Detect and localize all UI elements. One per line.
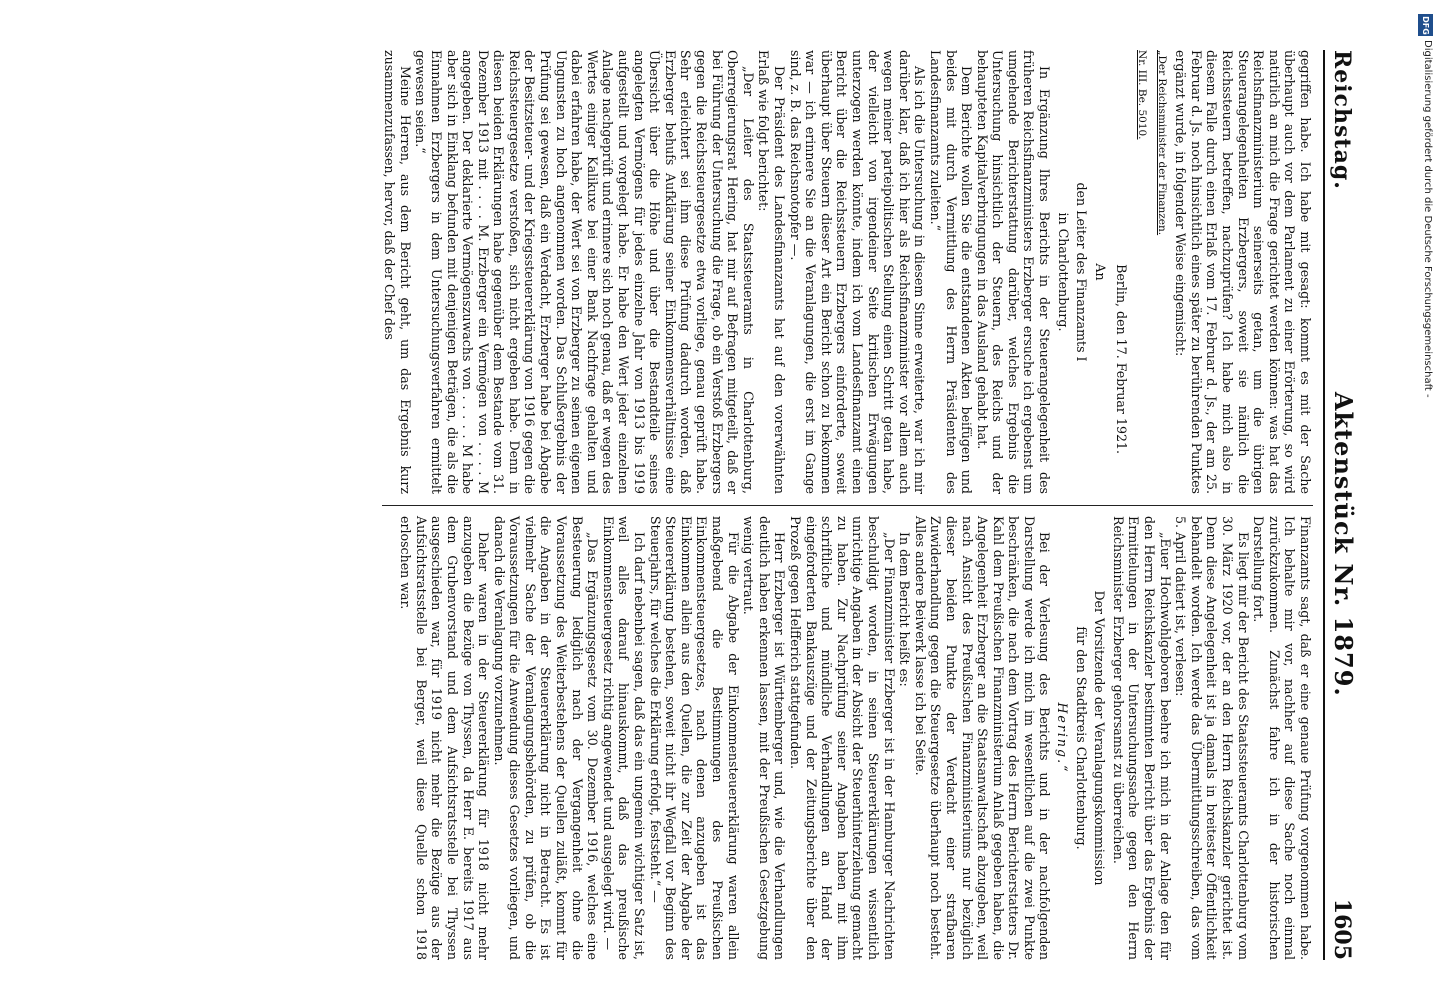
paragraph: Herr Erzberger ist Württemberger und, wie die Verhandlungen deutlich haben erkennen lassen, mit der Preußischen Gesetzgebung wenig vertraut.	[741, 516, 788, 960]
paragraph: In dem Bericht heißt es:	[897, 532, 913, 687]
paragraph: Bei der Verlesung des Berichts und in der nachfolgenden Darstellung werde ich mich im wesentlichen auf die zwei Punkte beschränken, die nach dem Vortrag des Herrn Berichterstatters Dr. Kahl dem Preußischen Finanzministerium Anlaß gegeben haben, die Angelegenheit Erzberger an die Staatsanwaltschaft abzugeben, weil nach Ansicht des Preußischen Finanzministeriums nur bezüglich dieser beiden Punkte der Verdacht einer strafbaren Zuwiderhandlung gegen die Steuergesetze überhaupt noch besteht. Alles andere Beiwerk lasse ich bei Seite.	[912, 516, 1053, 960]
paragraph: Es liegt mir der Bericht des Staatssteueramts Charlottenburg vom 30. März 1920 vor, der an den Herrn Reichskanzler gerichtet ist. Denn diese Angelegenheit ist ja damals in breitester Öffentlichkeit behandelt worden. Ich werde das Übermittlungsschreiben, das vom 5. April datiert ist, verlesen:	[1173, 516, 1251, 960]
dfg-logo-text: DFG	[1421, 15, 1431, 35]
paragraph: gegriffen habe. Ich habe mit gesagt: kommt es mit der Sache überhaupt auch vor dem Parlament zu einer Erörterung, so wird natürlich an mich die Frage gerichtet werden können: was hat das Reichsfinanzministerium seinerseits getan, um die übrigen Steuerangelegenheiten Erzbergers, soweit sie nämlich die Reichssteuern betreffen, nachzuprüfen? Ich habe mich also in diesem Falle durch einen Erlaß vom 17. Februar d. Js., der am 25. Februar d. Js. noch hinsichtlich eines später zu berührenden Punktes ergänzt wurde, in folgender Weise eingemischt:	[1173, 50, 1313, 494]
paragraph: Ich darf nebenbei sagen, daß das ein ungemein wichtiger Satz ist, weil alles darauf hinauskommt, daß das preußische Einkommensteuergesetz richtig angewendet und ausgelegt wird. —	[600, 516, 648, 960]
sender-line: „Der Reichsminister der Finanzen.	[1155, 50, 1168, 236]
text-columns	[382, 50, 1313, 960]
address-line: in Charlottenburg.	[1055, 212, 1071, 332]
header-document-number: Aktenstück Nr. 1879.	[1329, 391, 1358, 697]
signature-name: Hering.“	[1055, 702, 1071, 774]
paragraph: Als ich die Untersuchung in diesem Sinne erweiterte, war ich mir darüber klar, daß ich hier als Reichsfinanzminister vor allem auch wegen meiner parteipolitischen Stellung einen Schritt getan habe, der vielleicht von irgendeiner Seite kritischen Erwägungen unterzogen werden könnte, indem ich vom Landesfinanzamt einen Bericht über die Reichssteuern Erzbergers einforderte, soweit überhaupt über Steuern dieser Art ein Bericht schon zu bekommen war — ich erinnere Sie an die Veranlagungen, die erst im Gange sind, z. B. das Reichsnotopfer —.	[787, 50, 928, 494]
paragraph: „Euer Hochwohlgeboren beehre ich mich in der Anlage den für den Herrn Reichskanzler bestimmten Bericht über das Ergebnis der Ermittelungen in der Untersuchungssache gegen den Herrn Reichsminister Erzberger gehorsamst zu überreichen.	[1110, 516, 1173, 960]
page-header	[1323, 50, 1358, 960]
paragraph: „Das Ergänzungsgesetz vom 30. Dezember 1916, welches eine Besteuerung lediglich nach der Vergangenheit ohne die Voraussetzung des Weiterbestehens der Quellen zuläßt, kommt für die Angaben in der Steuererklärung nicht in Betracht. Es ist vielmehr Sache der Veranlagungsbehörden, zu prüfen, ob die Voraussetzungen für die Anwendung dieses Gesetzes vorliegen, und danach die Veranlagung vorzunehmen.	[491, 516, 601, 960]
reference-line: Nr. III. Be. 5010.	[1136, 50, 1149, 140]
paragraph: „Der Finanzminister Erzberger ist in der Hamburger Nachrichten beschuldigt worden, in seinen Steuererklärungen wissentlich unrichtige Angaben in der Absicht der Steuerhinterziehung gemacht zu haben. Zur Nachprüfung seiner Angaben haben mit ihm schriftliche und mündliche Verhandlungen an Hand der eingeforderten Bankauszüge und der Zeitungsberichte über den Prozeß gegen Helfferich stattgefunden.	[788, 516, 897, 960]
paragraph: Meine Herren, aus dem Bericht geht, um das Ergebnis kurz zusammenzufassen, hervor, daß der Chef des	[382, 50, 413, 494]
credit-text: Digitalisierung gefördert durch die Deutsche Forschungsgemeinschaft -	[1422, 40, 1433, 398]
header-reichstag: Reichstag.	[1329, 50, 1355, 190]
paragraph: „Der Leiter des Staatssteueramts in Charlottenburg, Oberregierungsrat Hering, hat mir auf Befragen mitgeteilt, daß er bei Führung der Untersuchung die Frage, ob ein Verstoß Erzbergers gegen die Reichssteuergesetze etwa vorliege, genau geprüft habe. Sehr erleichtert sei ihm diese Prüfung dadurch worden, daß Erzberger behufs Aufklärung seiner Einkommensverhältnisse eine Übersicht über die Höhe und über die Bestandteile seines angelegten Vermögens für jedes einzelne Jahr von 1913 bis 1919 aufgestellt und vorgelegt habe. Er habe den Wert jeder einzelnen Anlage nachgeprüft und erinnere sich noch genau, daß er wegen des Wertes einiger Kalikuxe bei einer Bank Nachfrage gehalten und dabei erfahren habe, der Wert sei von Erzberger zu seinen eigenen Ungunsten zu hoch angenommen worden. Das Schlußergebnis der Prüfung sei gewesen, daß ein Verdacht, Erzberger habe bei Abgabe der Besitzsteuer- und der Kriegssteuererklärung von 1916 gegen die Reichssteuergesetze verstoßen, sich nicht ergeben habe. Denn in diesen beiden Erklärungen habe gegenüber dem Bestande vom 31. Dezember 1913 mit . . . . M. Erzberger ein Vermögen von . . . . M angegeben. Der deklarierte Vermögenszuwachs von . . . . . M habe aber sich in Einklang befunden mit denjenigen Beträgen, die als die Einnahmen Erzbergers in dem Untersuchungsverfahren ermittelt gewesen seien.“	[413, 50, 756, 494]
paragraph: Finanzamts sagt, daß er eine genaue Prüfung vorgenommen habe. Ich behalte mir vor, nachher auf diese Sache noch einmal zurückzukommen. Zunächst fahre ich in der historischen Darstellung fort.	[1251, 516, 1313, 960]
signature-line: für den Stadtkreis Charlottenburg.	[1073, 626, 1089, 850]
left-column	[382, 50, 1313, 494]
digitization-credit	[1417, 10, 1434, 980]
signature-line: Der Vorsitzende der Veranlagungskommission	[1092, 590, 1108, 886]
letter-date: Berlin, den 17. Februar 1921.	[1114, 264, 1130, 454]
right-column	[382, 516, 1313, 960]
paragraph: Für die Abgabe der Einkommensteuererklärung waren allein maßgebend die Bestimmungen des Preußischen Einkommensteuergesetzes, nach denen anzugeben ist das Einkommen allein aus den Quellen, die zur Zeit der Abgabe der Steuererklärung bestehen, soweit nicht ihr Wegfall vor Beginn des Steuerjahrs, für welches die Erklärung erfolgt, feststeht.“ —	[647, 516, 741, 960]
paragraph: Daher waren in der Steuererklärung für 1918 nicht mehr anzugeben die Bezüge von Thyssen, da Herr E. bereits 1917 aus dem Grubenvorstand und dem Aufsichtsratsstelle bei Thyssen ausgeschieden war, für 1919 nicht mehr die Bezüge aus der Aufsichtsratsstelle bei Berger, weil diese Quelle schon 1918 erloschen war.	[398, 516, 492, 960]
address-line: An	[1092, 263, 1108, 281]
dfg-logo	[1418, 14, 1433, 36]
page-number: 1605	[1329, 898, 1355, 960]
paragraph: Dem Berichte wollen Sie die entstandenen Akten beifügen und beides mit durch Vermittlung des Herrn Präsidenten des Landesfinanzamts zuleiten.“	[927, 50, 975, 494]
rotated-document-page	[12, 0, 1392, 1000]
address-line: den Leiter des Finanzamts I	[1074, 182, 1090, 362]
paragraph: In Ergänzung Ihres Berichts in der Steuerangelegenheit des früheren Reichsfinanzministers Erzberger ersuche ich ergebenst um umgehende Berichterstattung darüber, welches Ergebnis die Untersuchung hinsichtlich der Steuern, des Reichs und der behaupteten Kapitalverbringungen in das Ausland gehabt hat.	[974, 50, 1053, 494]
paragraph: Der Präsident des Landesfinanzamts hat auf den vorerwähnten Erlaß wie folgt berichtet:	[756, 50, 787, 494]
